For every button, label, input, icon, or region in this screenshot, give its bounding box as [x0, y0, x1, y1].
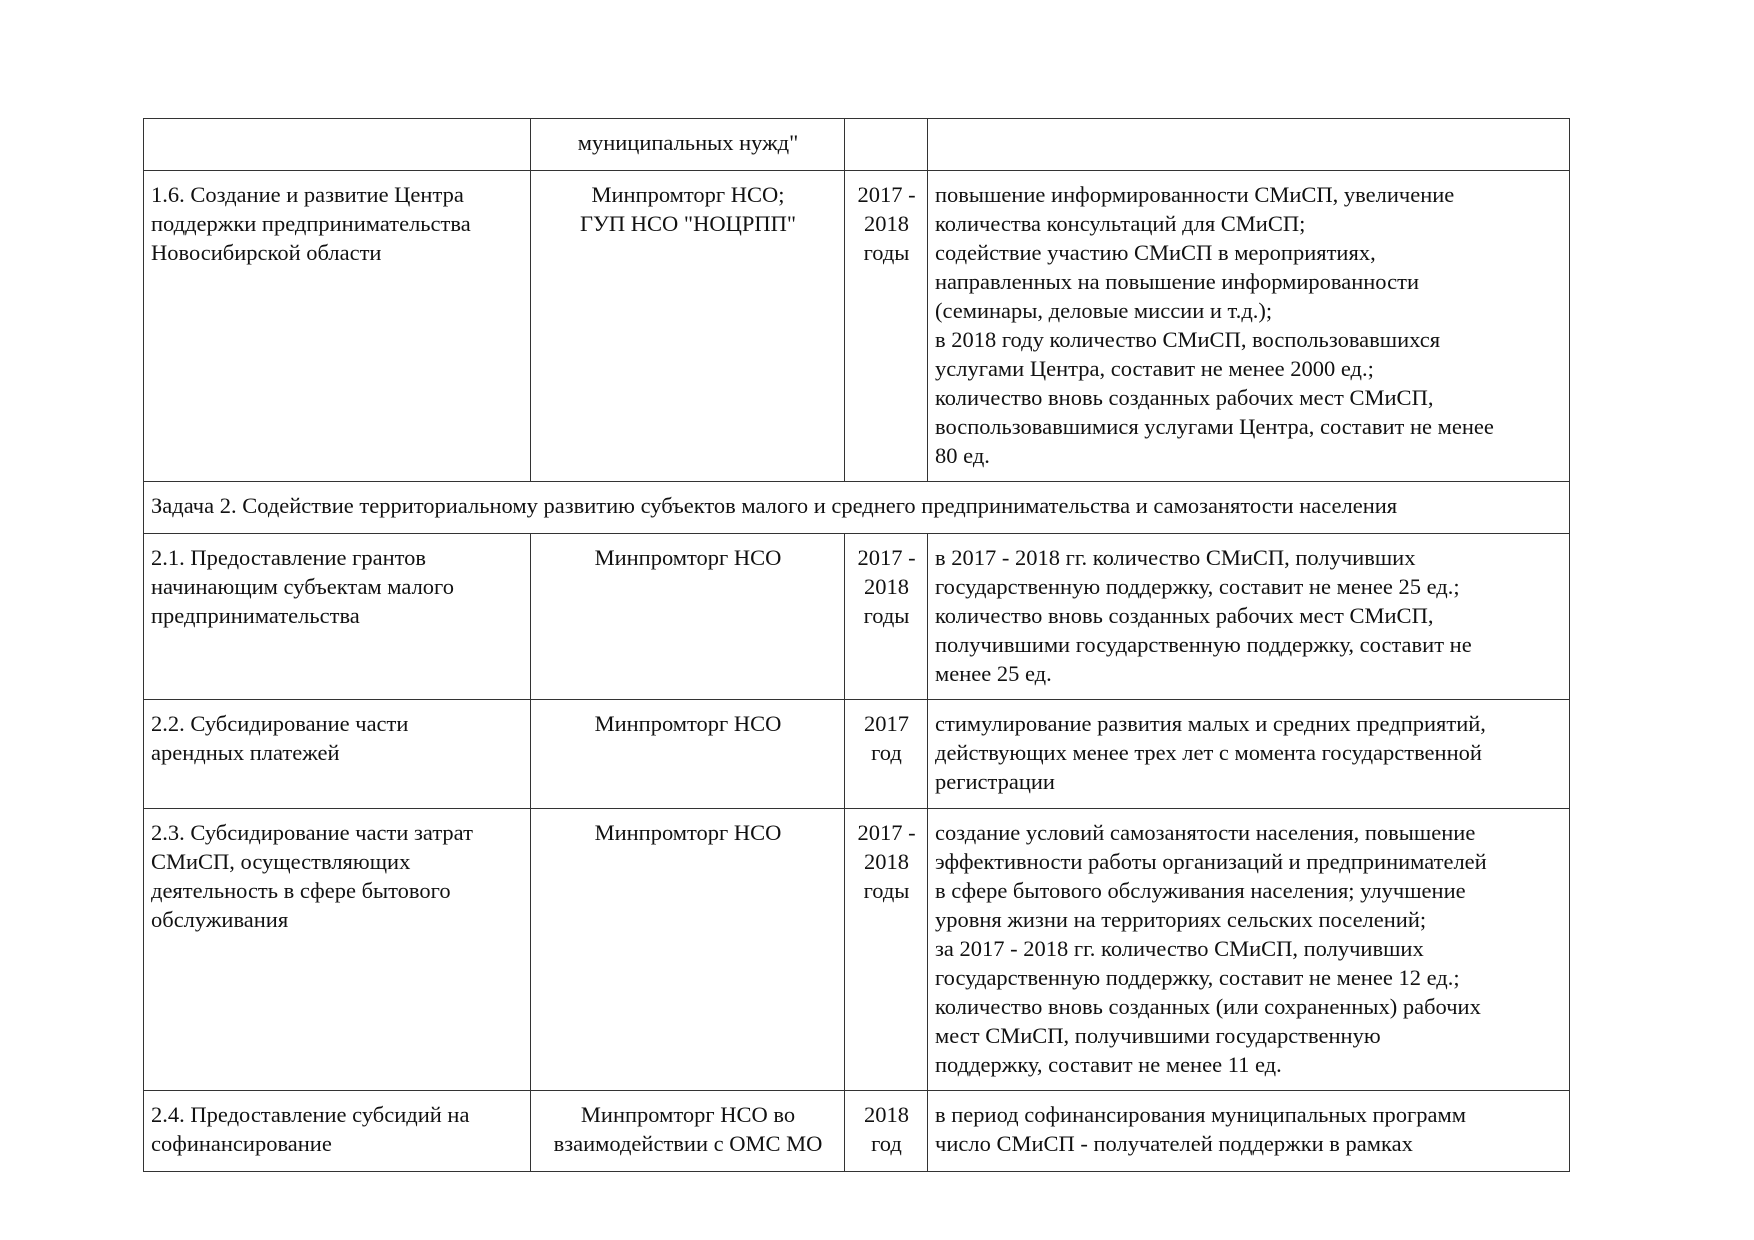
responsible: Минпромторг НСО: [531, 809, 845, 1091]
expected-result: стимулирование развития малых и средних предприятий, действующих менее трех лет с момента государственной регистрации: [928, 700, 1570, 809]
task-2-heading: Задача 2. Содействие территориальному развитию субъектов малого и среднего предпринимательства и самозанятости населения: [144, 482, 1570, 534]
table-row: [144, 809, 1570, 1091]
table-row: [144, 119, 1570, 171]
expected-result: повышение информированности СМиСП, увеличение количества консультаций для СМиСП; содействие участию СМиСП в мероприятиях, направленных на повышение информированности (семинары, деловые миссии и т.д.); в 2018 году количество СМиСП, воспользовавшихся услугами Центра, составит не менее 2000 ед.; количество вновь созданных рабочих мест СМиСП, воспользовавшимися услугами Центра, составит не менее 80 ед.: [928, 171, 1570, 482]
expected-result: в период софинансирования муниципальных программ число СМиСП - получателей поддержки в рамках: [928, 1091, 1570, 1172]
period: 2017 год: [845, 700, 928, 809]
responsible: Минпромторг НСО во взаимодействии с ОМС МО: [531, 1091, 845, 1172]
period: 2017 - 2018 годы: [845, 809, 928, 1091]
expected-result: [928, 119, 1570, 171]
measure-name: 2.1. Предоставление грантов начинающим субъектам малого предпринимательства: [144, 534, 531, 700]
measure-name: 2.2. Субсидирование части арендных платежей: [144, 700, 531, 809]
period: 2017 - 2018 годы: [845, 171, 928, 482]
table-row: [144, 700, 1570, 809]
expected-result: в 2017 - 2018 гг. количество СМиСП, получивших государственную поддержку, составит не менее 25 ед.; количество вновь созданных рабочих мест СМиСП, получившими государственную поддержку, составит не менее 25 ед.: [928, 534, 1570, 700]
responsible: Минпромторг НСО: [531, 700, 845, 809]
responsible: муниципальных нужд": [531, 119, 845, 171]
table-row: [144, 171, 1570, 482]
table-row: [144, 1091, 1570, 1172]
expected-result: создание условий самозанятости населения, повышение эффективности работы организаций и предпринимателей в сфере бытового обслуживания населения; улучшение уровня жизни на территориях сельских поселений; за 2017 - 2018 гг. количество СМиСП, получивших государственную поддержку, составит не менее 12 ед.; количество вновь созданных (или сохраненных) рабочих мест СМиСП, получившими государственную поддержку, составит не менее 11 ед.: [928, 809, 1570, 1091]
measure-name: 2.3. Субсидирование части затрат СМиСП, осуществляющих деятельность в сфере бытового обслуживания: [144, 809, 531, 1091]
responsible: Минпромторг НСО: [531, 534, 845, 700]
task-heading-row: [144, 482, 1570, 534]
table-row: [144, 534, 1570, 700]
period: [845, 119, 928, 171]
measures-table: [143, 118, 1570, 1172]
responsible: Минпромторг НСО; ГУП НСО "НОЦРПП": [531, 171, 845, 482]
period: 2017 - 2018 годы: [845, 534, 928, 700]
measure-name: 2.4. Предоставление субсидий на софинансирование: [144, 1091, 531, 1172]
measure-name: [144, 119, 531, 171]
period: 2018 год: [845, 1091, 928, 1172]
measure-name: 1.6. Создание и развитие Центра поддержки предпринимательства Новосибирской области: [144, 171, 531, 482]
